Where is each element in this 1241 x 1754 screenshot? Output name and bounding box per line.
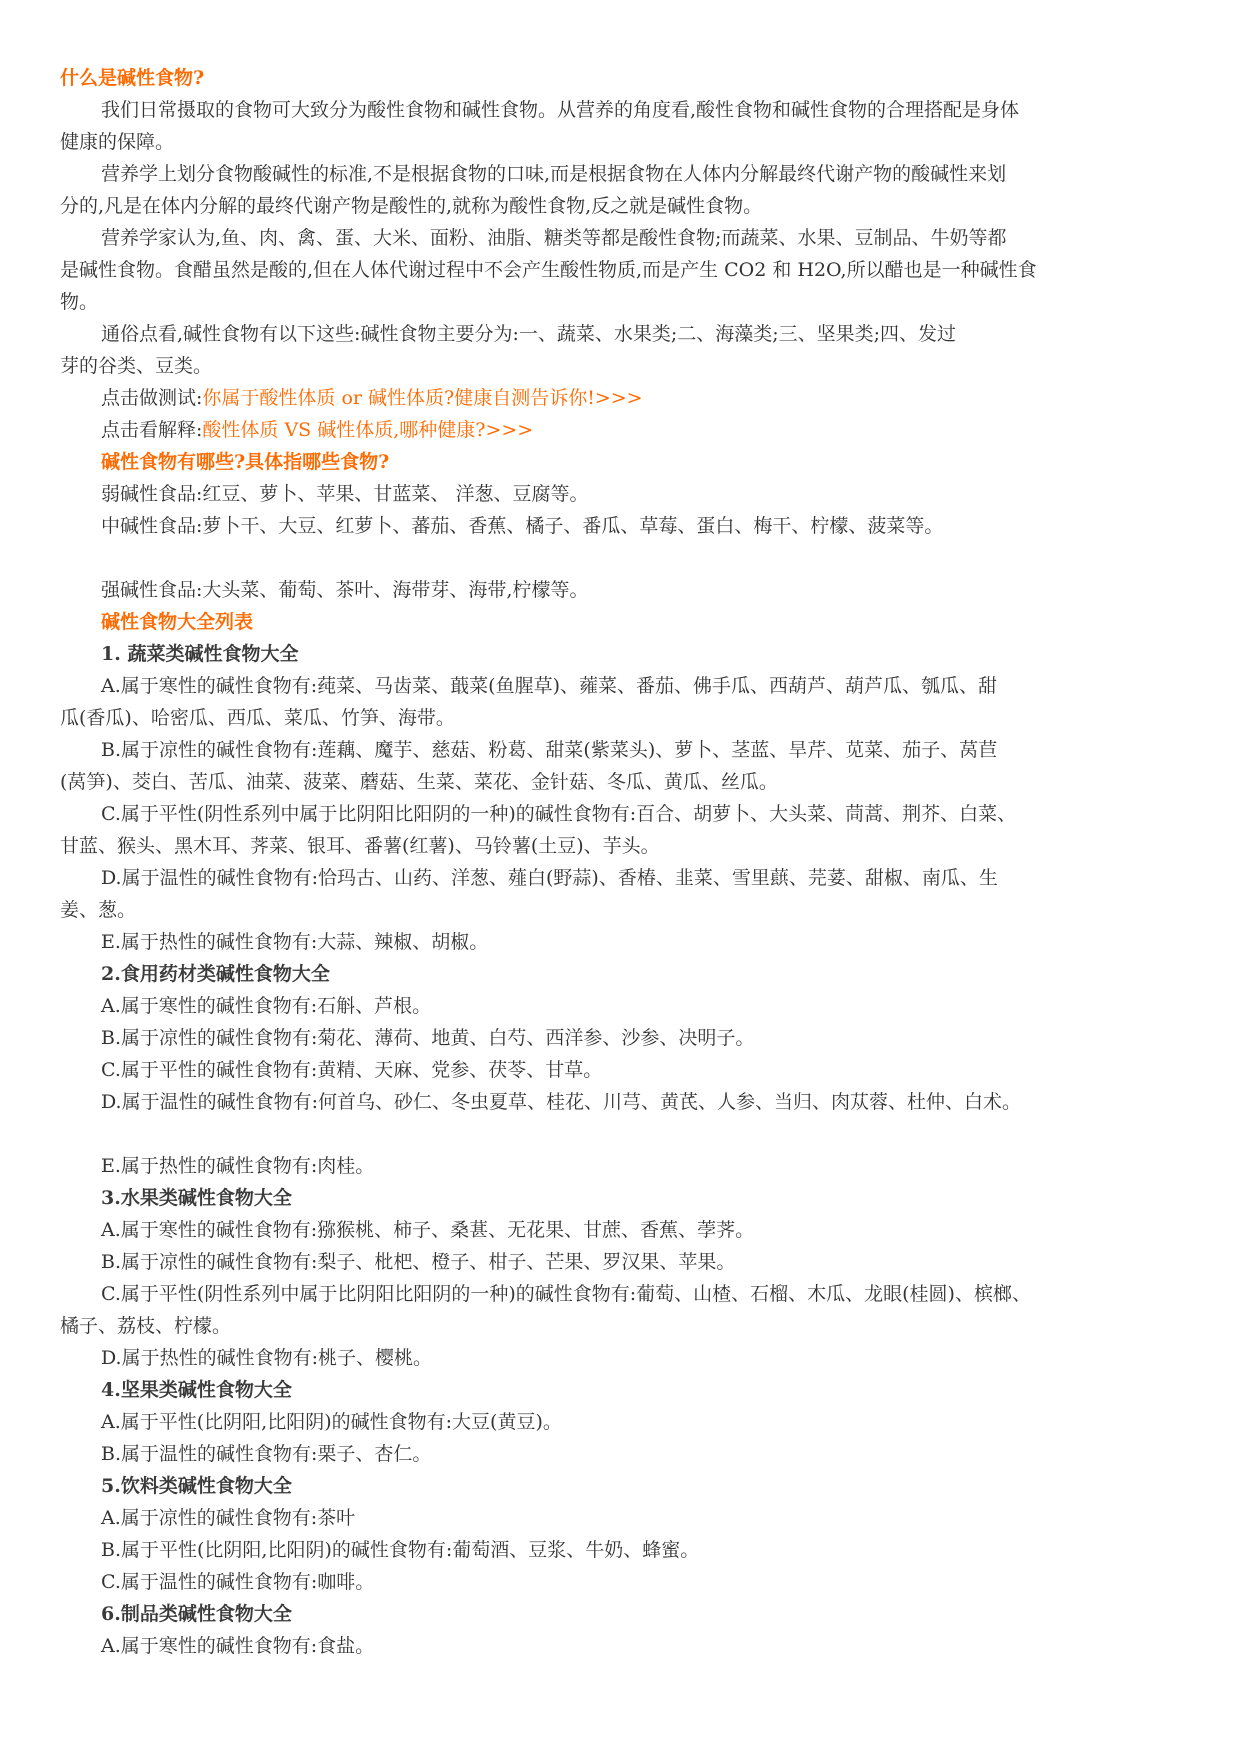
intro-p4-line1: 通俗点看,碱性食物有以下这些:碱性食物主要分为:一、蔬菜、水果类;二、海藻类;三、坚果类;四、发过 — [101, 323, 957, 345]
section-title: 4.坚果类碱性食物大全 — [101, 1379, 292, 1401]
section-line: B.属于温性的碱性食物有:栗子、杏仁。 — [101, 1443, 432, 1465]
heading-food-list: 碱性食物大全列表 — [101, 611, 254, 633]
intro-p3-line2: 是碱性食物。食醋虽然是酸的,但在人体代谢过程中不会产生酸性物质,而是产生 CO2 和 H2O,所以醋也是一种碱性食 — [60, 259, 1037, 281]
section-line: 姜、葱。 — [60, 899, 137, 921]
section-line: A.属于寒性的碱性食物有:猕猴桃、柿子、桑葚、无花果、甘蔗、香蕉、荸荠。 — [101, 1219, 755, 1241]
section-line: C.属于温性的碱性食物有:咖啡。 — [101, 1571, 375, 1593]
section-line: C.属于平性(阴性系列中属于比阴阳比阳阴的一种)的碱性食物有:葡萄、山楂、石榴、木瓜、龙眼(桂圆)、槟榔、 — [101, 1283, 1031, 1305]
section-title: 5.饮料类碱性食物大全 — [101, 1475, 292, 1497]
test-link-prefix: 点击做测试: — [101, 387, 203, 409]
section-line: A.属于寒性的碱性食物有:石斛、芦根。 — [101, 995, 432, 1017]
section-line: D.属于温性的碱性食物有:何首乌、砂仁、冬虫夏草、桂花、川芎、黄芪、人参、当归、肉苁蓉、杜仲、白术。 — [101, 1091, 1021, 1113]
test-link-row — [60, 382, 1180, 414]
strong-alkaline-foods: 强碱性食品:大头菜、葡萄、茶叶、海带芽、海带,柠檬等。 — [101, 579, 589, 601]
section-line: B.属于凉性的碱性食物有:莲藕、魔芋、慈菇、粉葛、甜菜(紫菜头)、萝卜、茎蓝、旱芹、苋菜、茄子、莴苣 — [101, 739, 998, 761]
explain-link-row — [60, 414, 1180, 446]
section-line: B.属于凉性的碱性食物有:菊花、薄荷、地黄、白芍、西洋参、沙参、决明子。 — [101, 1027, 755, 1049]
section-line: A.属于平性(比阴阳,比阳阴)的碱性食物有:大豆(黄豆)。 — [101, 1411, 562, 1433]
section-line: B.属于平性(比阴阳,比阳阴)的碱性食物有:葡萄酒、豆浆、牛奶、蜂蜜。 — [101, 1539, 700, 1561]
heading-which-foods: 碱性食物有哪些?具体指哪些食物? — [101, 451, 390, 473]
section-line: C.属于平性(阴性系列中属于比阴阳比阳阴的一种)的碱性食物有:百合、胡萝卜、大头菜、茼蒿、荆芥、白菜、 — [101, 803, 1017, 825]
section-line: C.属于平性的碱性食物有:黄精、天麻、党参、茯苓、甘草。 — [101, 1059, 603, 1081]
explain-link-prefix: 点击看解释: — [101, 419, 203, 441]
spacer — [60, 542, 1180, 574]
intro-p3-line1: 营养学家认为,鱼、肉、禽、蛋、大米、面粉、油脂、糖类等都是酸性食物;而蔬菜、水果、豆制品、牛奶等都 — [101, 227, 1007, 249]
title-colored: 什么是碱性 — [60, 67, 156, 89]
section-line: D.属于温性的碱性食物有:恰玛古、山药、洋葱、薤白(野蒜)、香椿、韭菜、雪里蕻、芫荽、甜椒、南瓜、生 — [101, 867, 998, 889]
section-line: D.属于热性的碱性食物有:桃子、樱桃。 — [101, 1347, 432, 1369]
section-title: 2.食用药材类碱性食物大全 — [101, 963, 330, 985]
section-title: 6.制品类碱性食物大全 — [101, 1603, 292, 1625]
medium-alkaline-foods: 中碱性食品:萝卜干、大豆、红萝卜、蕃茄、香蕉、橘子、番瓜、草莓、蛋白、梅干、柠檬、菠菜等。 — [101, 515, 944, 537]
weak-alkaline-foods: 弱碱性食品:红豆、萝卜、苹果、甘蓝菜、 洋葱、豆腐等。 — [101, 483, 589, 505]
section-line: A.属于寒性的碱性食物有:莼菜、马齿菜、蕺菜(鱼腥草)、蕹菜、番茄、佛手瓜、西葫芦、葫芦瓜、瓠瓜、甜 — [101, 675, 997, 697]
page-title — [60, 62, 1180, 94]
section-title: 1. 蔬菜类碱性食物大全 — [101, 643, 299, 665]
intro-p1-line1: 我们日常摄取的食物可大致分为酸性食物和碱性食物。从营养的角度看,酸性食物和碱性食物的合理搭配是身体 — [101, 99, 1020, 121]
intro-p3-line3: 物。 — [60, 291, 99, 313]
section-line: E.属于热性的碱性食物有:大蒜、辣椒、胡椒。 — [101, 931, 489, 953]
article — [60, 62, 1180, 1662]
section-line: (莴笋)、茭白、苦瓜、油菜、菠菜、蘑菇、生菜、菜花、金针菇、冬瓜、黄瓜、丝瓜。 — [60, 771, 778, 793]
section-line: E.属于热性的碱性食物有:肉桂。 — [101, 1155, 375, 1177]
test-link[interactable]: 你属于酸性体质 or 碱性体质?健康自测告诉你!>>> — [202, 387, 643, 409]
intro-p1-line2: 健康的保障。 — [60, 131, 175, 153]
section-line: A.属于凉性的碱性食物有:茶叶 — [101, 1507, 356, 1529]
section-line: A.属于寒性的碱性食物有:食盐。 — [101, 1635, 375, 1657]
section-line: 甘蓝、猴头、黑木耳、荠菜、银耳、番薯(红薯)、马铃薯(土豆)、芋头。 — [60, 835, 660, 857]
section-line: B.属于凉性的碱性食物有:梨子、枇杷、橙子、柑子、芒果、罗汉果、苹果。 — [101, 1251, 736, 1273]
explain-link[interactable]: 酸性体质 VS 碱性体质,哪种健康?>>> — [202, 419, 534, 441]
intro-p2-line1: 营养学上划分食物酸碱性的标准,不是根据食物的口味,而是根据食物在人体内分解最终代谢产物的酸碱性来划 — [101, 163, 1007, 185]
intro-p4-line2: 芽的谷类、豆类。 — [60, 355, 213, 377]
spacer — [60, 1118, 1180, 1150]
section-line: 瓜(香瓜)、哈密瓜、西瓜、菜瓜、竹笋、海带。 — [60, 707, 455, 729]
section-line: 橘子、荔枝、柠檬。 — [60, 1315, 232, 1337]
intro-p2-line2: 分的,凡是在体内分解的最终代谢产物是酸性的,就称为酸性食物,反之就是碱性食物。 — [60, 195, 763, 217]
title-rest: 食物? — [155, 67, 205, 89]
section-title: 3.水果类碱性食物大全 — [101, 1187, 292, 1209]
